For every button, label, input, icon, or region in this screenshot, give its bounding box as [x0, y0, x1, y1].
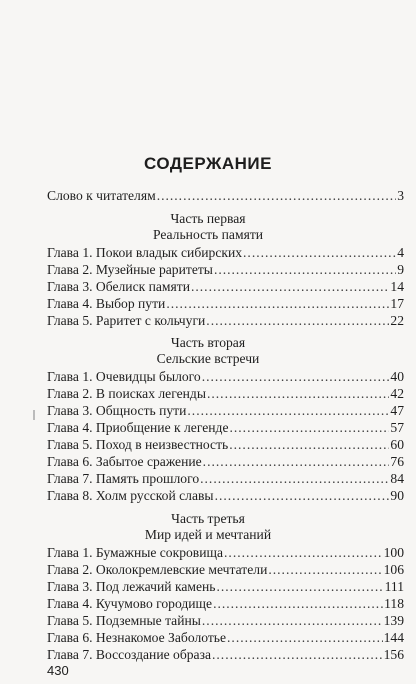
toc-entry-page: 9	[397, 262, 404, 277]
toc-entry-label: Глава 1. Очевидцы былого	[47, 369, 201, 384]
toc-entry-label: Глава 4. Кучумово городище	[47, 596, 213, 611]
toc-entry-label: Глава 5. Подземные тайны	[47, 613, 201, 628]
toc-entry-label: Глава 5. Раритет с кольчуги	[47, 313, 206, 328]
toc-entry-page: 60	[390, 437, 404, 452]
toc-entry	[47, 453, 404, 470]
toc-leader-dots	[243, 244, 396, 261]
part-heading: Часть первая	[170, 211, 246, 226]
toc-entry-page: 4	[397, 245, 404, 260]
toc-entry-label: Глава 8. Холм русской славы	[47, 488, 214, 503]
toc-entry-label: Глава 2. В поисках легенды	[47, 386, 206, 401]
toc-leader-dots	[229, 436, 389, 453]
toc-entry-label: Глава 3. Общность пути	[47, 403, 187, 418]
toc-entry-label: Глава 7. Память прошлого	[47, 471, 200, 486]
toc-leader-dots	[224, 544, 383, 561]
toc-leader-dots	[227, 629, 383, 646]
toc-entry	[47, 470, 404, 487]
toc-entry	[47, 295, 404, 312]
toc-entry	[47, 385, 404, 402]
toc-entry-page: 42	[390, 386, 404, 401]
toc-leader-dots	[215, 487, 390, 504]
toc-entry-page: 57	[390, 420, 404, 435]
toc-entry-page: 118	[384, 596, 404, 611]
toc-entry-page: 111	[384, 579, 404, 594]
toc-leader-dots	[213, 595, 383, 612]
toc-leader-dots	[202, 368, 390, 385]
toc-entry-label: Глава 5. Поход в неизвестность	[47, 437, 229, 452]
part-heading: Часть вторая	[170, 335, 246, 350]
toc-entry	[47, 595, 404, 612]
toc-entry-page: 156	[383, 647, 404, 662]
toc-leader-dots	[268, 561, 382, 578]
toc-entry	[47, 402, 404, 419]
toc-leader-dots	[206, 312, 389, 329]
toc-entry	[47, 629, 404, 646]
toc-leader-dots	[200, 470, 389, 487]
toc-entry	[47, 436, 404, 453]
toc-entry-label: Глава 4. Выбор пути	[47, 296, 166, 311]
toc-entry-label: Глава 6. Незнакомое Заболотье	[47, 630, 227, 645]
toc-entry	[47, 244, 404, 261]
toc-entry-label: Глава 2. Околокремлевские мечтатели	[47, 562, 268, 577]
part-subtitle: Мир идей и мечтаний	[144, 527, 272, 542]
toc-entry	[47, 646, 404, 663]
toc-entry-page: 100	[383, 545, 404, 560]
toc-entry	[47, 578, 404, 595]
toc-entry-page: 76	[390, 454, 404, 469]
toc-leader-dots	[191, 278, 389, 295]
toc-leader-dots	[212, 646, 383, 663]
toc-entry	[47, 612, 404, 629]
toc-leader-dots	[203, 453, 390, 470]
toc-entry-label: Глава 4. Приобщение к легенде	[47, 420, 229, 435]
toc-entry-page: 14	[390, 279, 404, 294]
toc-entry-label: Глава 3. Под лежачий камень	[47, 579, 216, 594]
toc-leader-dots	[216, 578, 383, 595]
toc-entry-label: Глава 2. Музейные раритеты	[47, 262, 213, 277]
toc-entry-label: Глава 6. Забытое сражение	[47, 454, 202, 469]
toc-entry-page: 84	[390, 471, 404, 486]
toc-entry	[47, 312, 404, 329]
toc-entry-label: Глава 1. Бумажные сокровища	[47, 545, 224, 560]
toc-entry	[47, 487, 404, 504]
toc-leader-dots	[229, 419, 389, 436]
toc-entry-page: 106	[383, 562, 404, 577]
toc-entry-label: Глава 3. Обелиск памяти	[47, 279, 190, 294]
toc-entry-page: 144	[383, 630, 404, 645]
toc-entry-page: 22	[390, 313, 404, 328]
part-heading: Часть третья	[171, 511, 245, 526]
print-mark	[33, 410, 35, 420]
toc-entry	[47, 261, 404, 278]
toc-leader-dots	[214, 261, 396, 278]
part-subtitle: Сельские встречи	[156, 351, 260, 366]
toc-leader-dots	[157, 187, 397, 204]
part-subtitle: Реальность памяти	[152, 227, 264, 242]
toc-entry-intro	[47, 187, 404, 204]
toc-entry-page: 139	[383, 613, 404, 628]
toc-entry	[47, 278, 404, 295]
toc-leader-dots	[207, 385, 389, 402]
toc-entry-label: Глава 7. Воссоздание образа	[47, 647, 211, 662]
toc-entry-page: 3	[397, 188, 404, 203]
toc-leader-dots	[187, 402, 389, 419]
toc-entry	[47, 368, 404, 385]
toc-entry-page: 90	[390, 488, 404, 503]
toc-leader-dots	[166, 295, 389, 312]
toc-entry	[47, 544, 404, 561]
toc-leader-dots	[202, 612, 383, 629]
page-title: СОДЕРЖАНИЕ	[144, 154, 272, 173]
toc-entry	[47, 419, 404, 436]
toc-entry-page: 47	[390, 403, 404, 418]
toc-entry	[47, 561, 404, 578]
toc-entry-page: 40	[390, 369, 404, 384]
toc-entry-page: 17	[390, 296, 404, 311]
page-number: 430	[47, 663, 69, 678]
toc-entry-label: Глава 1. Покои владык сибирских	[47, 245, 243, 260]
toc-entry-label: Слово к читателям	[47, 188, 156, 203]
